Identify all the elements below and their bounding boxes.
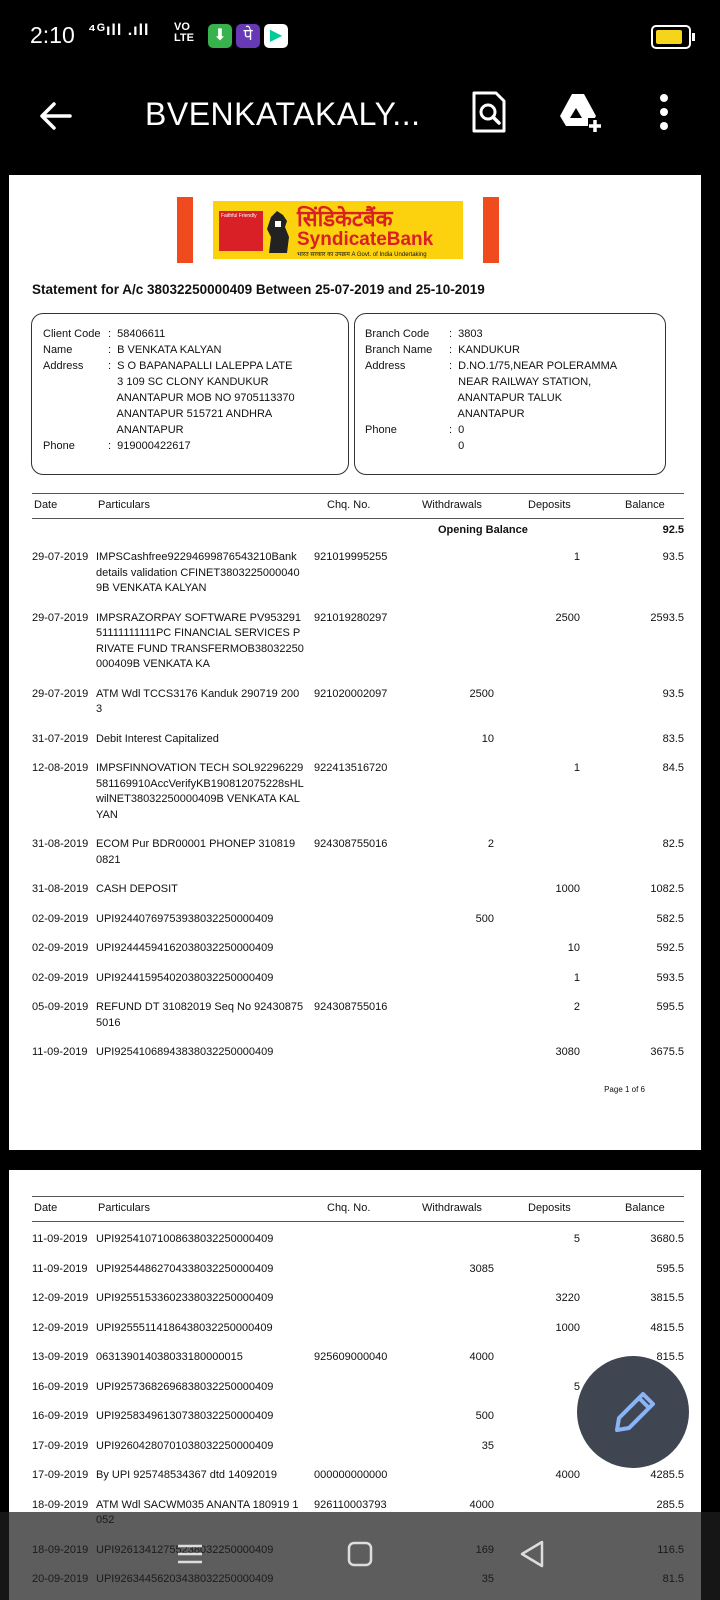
- row-date: 12-09-2019: [32, 1292, 89, 1304]
- row-chq-no: 921019280297: [314, 611, 388, 624]
- col-chq: Chq. No.: [327, 1202, 371, 1214]
- branch-labels: Branch Code Branch Name Address Phone: [365, 328, 433, 436]
- row-date: 18-09-2019: [32, 1498, 89, 1511]
- row-particulars: UPI92555114186438032250000409: [96, 1321, 273, 1334]
- row-particulars: UPI92541071008638032250000409: [96, 1233, 274, 1245]
- row-chq-no: 924308755016: [314, 1001, 388, 1013]
- status-bar: [0, 0, 720, 70]
- row-date: 17-09-2019: [32, 1439, 89, 1452]
- play-store-icon: ▶: [264, 24, 288, 48]
- home-icon[interactable]: [340, 1534, 380, 1574]
- row-date: 16-09-2019: [32, 1410, 89, 1422]
- statement-title: Statement for A/c 38032250000409 Between 25-07-2019 and 25-10-2019: [32, 282, 485, 297]
- row-chq-no: 922413516720: [314, 762, 388, 774]
- more-options-icon[interactable]: [642, 90, 686, 134]
- status-time: 2:10: [30, 22, 75, 48]
- row-date: 05-09-2019: [32, 1001, 89, 1013]
- row-date: 02-09-2019: [32, 971, 89, 984]
- row-date: 11-09-2019: [32, 1046, 88, 1058]
- back-arrow-icon[interactable]: [36, 96, 76, 136]
- row-withdrawal: 35: [481, 1439, 494, 1452]
- row-balance: 4285.5: [650, 1469, 684, 1481]
- row-date: 11-09-2019: [32, 1262, 88, 1275]
- row-particulars: IMPSRAZORPAY SOFTWARE PV95329151111111111PC FINANCIAL SERVICES PRIVATE FUND TRANSFERMOB38032250000409B VENKATA KA: [96, 611, 304, 670]
- row-withdrawal: 3085: [469, 1262, 494, 1275]
- col-deposits: Deposits: [528, 1202, 571, 1214]
- client-labels: Client Code Name Address Phone: [43, 328, 101, 452]
- branch-details-box: [354, 313, 666, 475]
- row-particulars: 063139014038033180000015: [96, 1351, 243, 1363]
- row-balance: 2593.5: [650, 611, 684, 624]
- row-particulars: By UPI 925748534367 dtd 14092019: [96, 1469, 278, 1481]
- row-balance: 593.5: [656, 971, 684, 984]
- row-balance: 93.5: [662, 687, 684, 700]
- row-deposit: 1000: [555, 1321, 580, 1334]
- back-nav-icon[interactable]: [512, 1534, 552, 1574]
- volte-icon: VO LTE: [174, 21, 194, 44]
- row-chq-no: 925609000040: [314, 1351, 388, 1363]
- row-deposit: 2500: [555, 611, 580, 624]
- row-withdrawal: 4000: [469, 1351, 494, 1363]
- row-deposit: 5: [573, 1233, 580, 1245]
- row-date: 13-09-2019: [32, 1351, 89, 1363]
- logo-tagline: भारत सरकार का उपक्रम A Govt. of India Undertaking: [297, 252, 427, 258]
- col-date: Date: [34, 1202, 58, 1214]
- row-particulars: ATM Wdl SACWM035 ANANTA 180919 1: [96, 1498, 299, 1511]
- row-withdrawal: 500: [475, 912, 494, 925]
- row-particulars: ECOM Pur BDR00001 PHONEP 310819 0821: [96, 838, 296, 866]
- row-deposit: 3220: [555, 1292, 580, 1304]
- row-date: 12-08-2019: [32, 762, 89, 774]
- row-withdrawal: 500: [475, 1410, 494, 1422]
- row-balance: 84.5: [662, 762, 684, 774]
- col-withdrawals: Withdrawals: [422, 1202, 482, 1214]
- row-deposit: 1: [573, 762, 580, 774]
- dog-logo-icon: [263, 207, 293, 255]
- row-particulars: IMPSFINNOVATION TECH SOL92296229581169910AccVerifyKB190812075228sHLwilNET38032250000409B VENKATA KALYAN: [96, 762, 304, 821]
- row-date: 16-09-2019: [32, 1380, 89, 1393]
- row-chq-no: 921019995255: [314, 551, 388, 563]
- row-chq-no: 926110003793: [314, 1498, 387, 1511]
- battery-icon: [651, 25, 691, 49]
- app-bar: [0, 70, 720, 170]
- row-balance: 285.5: [656, 1498, 684, 1511]
- row-withdrawal: 10: [481, 732, 494, 745]
- logo-english-text: SyndicateBank: [297, 229, 434, 250]
- row-date: 11-09-2019: [32, 1233, 88, 1245]
- row-balance: 582.5: [656, 912, 684, 925]
- signal-icon: ⁴ᴳıll .ıll: [88, 22, 150, 39]
- logo-red-badge: Faithful Friendly: [219, 211, 263, 251]
- row-deposit: 1: [573, 551, 580, 563]
- row-date: 29-07-2019: [32, 611, 89, 624]
- row-balance: 595.5: [656, 1262, 684, 1275]
- row-chq-no: 924308755016: [314, 838, 388, 850]
- row-particulars: UPI9244076975393803225000040‌9: [96, 912, 274, 925]
- col-deposits: Deposits: [528, 499, 571, 511]
- row-balance: 93.5: [662, 551, 684, 563]
- row-particulars: ATM Wdl TCCS3176 Kanduk 290719 2003: [96, 687, 300, 715]
- add-to-drive-icon[interactable]: [558, 90, 602, 134]
- opening-balance-label: Opening Balance: [438, 524, 528, 536]
- col-balance: Balance: [625, 499, 665, 511]
- row-balance: 3675.5: [650, 1046, 684, 1058]
- row-particulars: CASH DEPOSIT: [96, 883, 178, 895]
- col-particulars: Particulars: [98, 1202, 150, 1214]
- row-deposit: 2: [573, 1001, 580, 1013]
- row-particulars: UPI92604280701038032250000409: [96, 1439, 274, 1452]
- row-date: 31-07-2019: [32, 732, 89, 745]
- table-header: [32, 1196, 684, 1222]
- row-balance: 3680.5: [650, 1233, 684, 1245]
- row-particulars: UPI92583496130738032250000409: [96, 1410, 274, 1422]
- row-particulars: UPI92541068943838032250000409: [96, 1046, 274, 1058]
- edit-fab-button[interactable]: [577, 1356, 689, 1468]
- opening-balance-value: 92.5: [662, 524, 684, 536]
- row-date: 17-09-2019: [32, 1469, 89, 1481]
- row-date: 31-08-2019: [32, 838, 89, 850]
- row-particulars: UPI92444594162038032250000409: [96, 942, 274, 954]
- row-balance: 4815.5: [650, 1321, 684, 1334]
- client-details-box: [31, 313, 349, 475]
- logo-hindi-text: सिंडिकेटबैंक: [297, 206, 393, 231]
- recents-menu-icon[interactable]: [170, 1534, 210, 1574]
- row-deposit: 5: [573, 1380, 580, 1393]
- phonepe-app-icon: पे: [236, 24, 260, 48]
- row-balance: 595.5: [656, 1001, 684, 1013]
- row-balance: 82.5: [662, 838, 684, 850]
- row-deposit: 10: [567, 942, 580, 954]
- row-balance: 592.5: [656, 942, 684, 954]
- row-balance: 3815.5: [650, 1292, 684, 1304]
- row-chq-no: 921020002097: [314, 687, 388, 700]
- row-deposit: 3080: [555, 1046, 580, 1058]
- col-chq: Chq. No.: [327, 499, 371, 511]
- page-number: Page 1 of 6: [604, 1085, 645, 1094]
- row-deposit: 1000: [555, 883, 580, 895]
- table-header: [32, 493, 684, 519]
- row-deposit: 4000: [555, 1469, 580, 1481]
- document-title: BVENKATAKALY...: [145, 96, 421, 132]
- row-particulars: UPI92573682696838032250000409: [96, 1380, 274, 1393]
- row-deposit: 1: [573, 971, 580, 984]
- row-balance: 1082.5: [650, 883, 684, 895]
- download-app-icon: ⬇: [208, 24, 232, 48]
- row-chq-no: 000000000000: [314, 1469, 388, 1481]
- row-particulars: UPI92441595402038032250000409: [96, 971, 274, 984]
- row-date: 02-09-2019: [32, 912, 89, 925]
- pdf-page-1[interactable]: [9, 175, 701, 1150]
- branch-values: : 3803 : KANDUKUR : D.NO.1/75,NEAR POLERAMMA NEAR RAILWAY STATION, ANANTAPUR TALUK ANANTAPUR : 0 0: [449, 328, 618, 452]
- col-balance: Balance: [625, 1202, 665, 1214]
- row-particulars: IMPSCashfree92294699876543210Bank details validation CFINET38032250000409B VENKATA KALYAN: [96, 551, 300, 594]
- row-withdrawal: 2: [487, 838, 494, 850]
- row-balance: 83.5: [662, 732, 684, 745]
- bank-logo: [177, 197, 499, 263]
- col-date: Date: [34, 499, 58, 511]
- row-particulars: Debit Interest Capitalized: [96, 732, 219, 745]
- row-balance: 815.5: [656, 1351, 684, 1363]
- row-date: 02-09-2019: [32, 942, 89, 954]
- row-date: 29-07-2019: [32, 551, 89, 563]
- row-date: 12-09-2019: [32, 1321, 89, 1334]
- row-date: 29-07-2019: [32, 687, 89, 700]
- navigation-bar: [0, 1512, 720, 1600]
- search-document-icon[interactable]: [468, 90, 512, 134]
- row-date: 31-08-2019: [32, 883, 89, 895]
- pencil-icon: [577, 1356, 689, 1468]
- row-withdrawal: 2500: [469, 687, 494, 700]
- row-withdrawal: 4000: [469, 1498, 494, 1511]
- row-particulars: UPI92551533602338032250000409: [96, 1292, 274, 1304]
- row-particulars: UPI92544862704338032250000409: [96, 1262, 274, 1275]
- row-particulars: REFUND DT 31082019 Seq No 924308755016: [96, 1001, 304, 1029]
- client-values: : 58406611 : B VENKATA KALYAN : S O BAPANAPALLI LALEPPA LATE 3 109 SC CLONY KANDUKUR ANANTAPUR MOB NO 9705113370 ANANTAPUR 515721 ANDHRA ANANTAPUR : 919000422617: [108, 328, 295, 452]
- col-particulars: Particulars: [98, 499, 150, 511]
- col-withdrawals: Withdrawals: [422, 499, 482, 511]
